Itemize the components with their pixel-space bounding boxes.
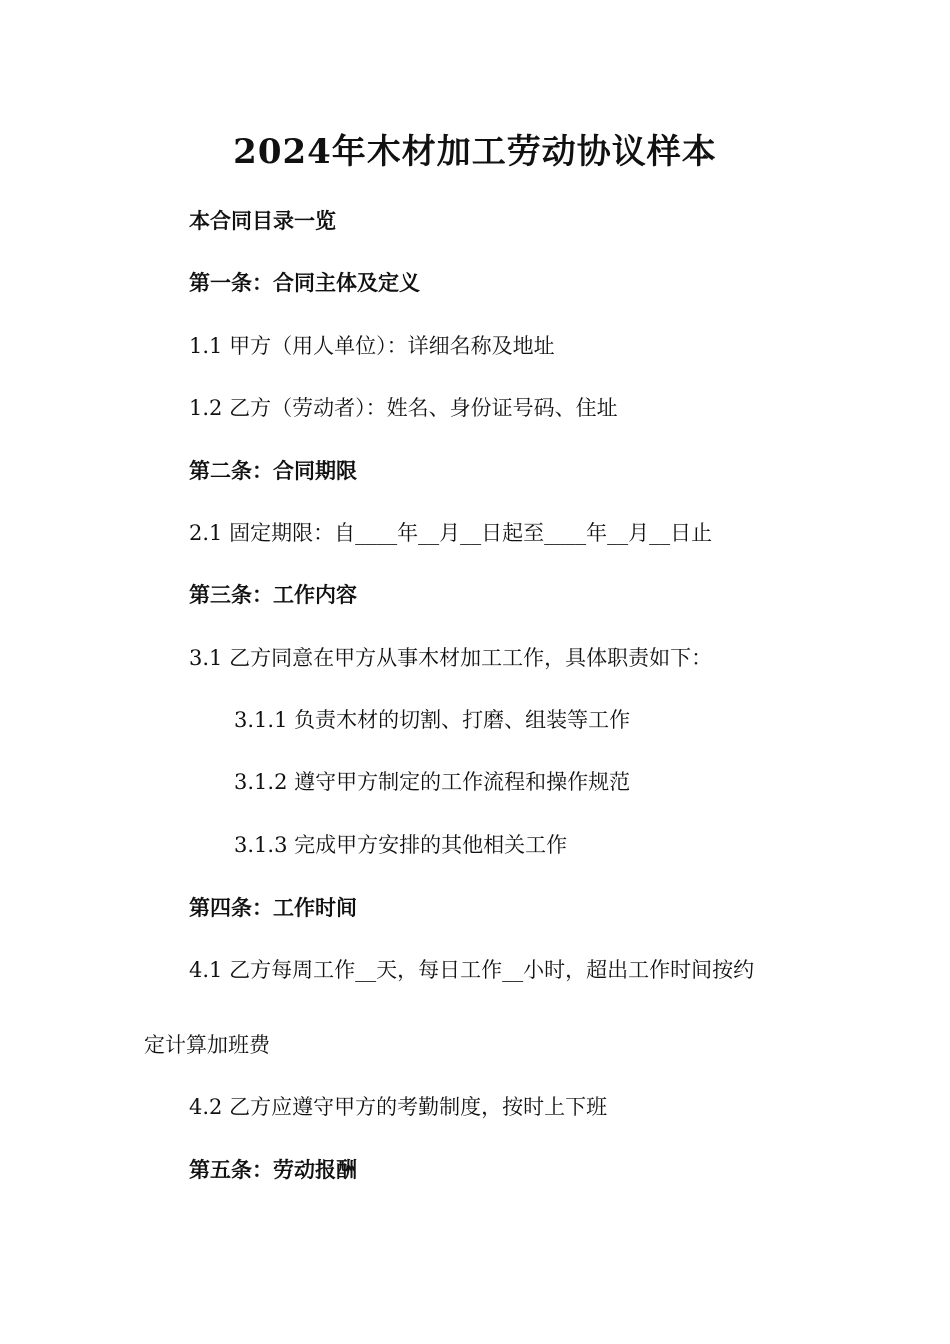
clause-3-1-1: 3.1.1 负责木材的切割、打磨、组装等工作 (234, 708, 631, 732)
clause-3-1-3: 3.1.3 完成甲方安排的其他相关工作 (234, 833, 568, 857)
clause-4-1: 4.1 乙方每周工作__天，每日工作__小时，超出工作时间按约 (189, 958, 755, 982)
clause-1-1: 1.1 甲方（用人单位）：详细名称及地址 (189, 334, 555, 358)
clause-3-1: 3.1 乙方同意在甲方从事木材加工工作，具体职责如下： (189, 646, 713, 670)
section-heading-2: 第二条：合同期限 (189, 459, 357, 483)
section-heading-1: 第一条：合同主体及定义 (189, 271, 420, 295)
toc-heading: 本合同目录一览 (189, 209, 336, 233)
clause-1-2: 1.2 乙方（劳动者）：姓名、身份证号码、住址 (189, 396, 618, 420)
clause-4-2: 4.2 乙方应遵守甲方的考勤制度，按时上下班 (189, 1095, 608, 1119)
section-heading-3: 第三条：工作内容 (189, 583, 357, 607)
section-heading-5: 第五条：劳动报酬 (189, 1158, 357, 1182)
clause-2-1: 2.1 固定期限：自____年__月__日起至____年__月__日止 (189, 521, 713, 545)
clause-4-1-continuation: 定计算加班费 (144, 1033, 270, 1057)
document-title: 2024年木材加工劳动协议样本 (233, 132, 717, 172)
clause-3-1-2: 3.1.2 遵守甲方制定的工作流程和操作规范 (234, 770, 631, 794)
section-heading-4: 第四条：工作时间 (189, 896, 357, 920)
